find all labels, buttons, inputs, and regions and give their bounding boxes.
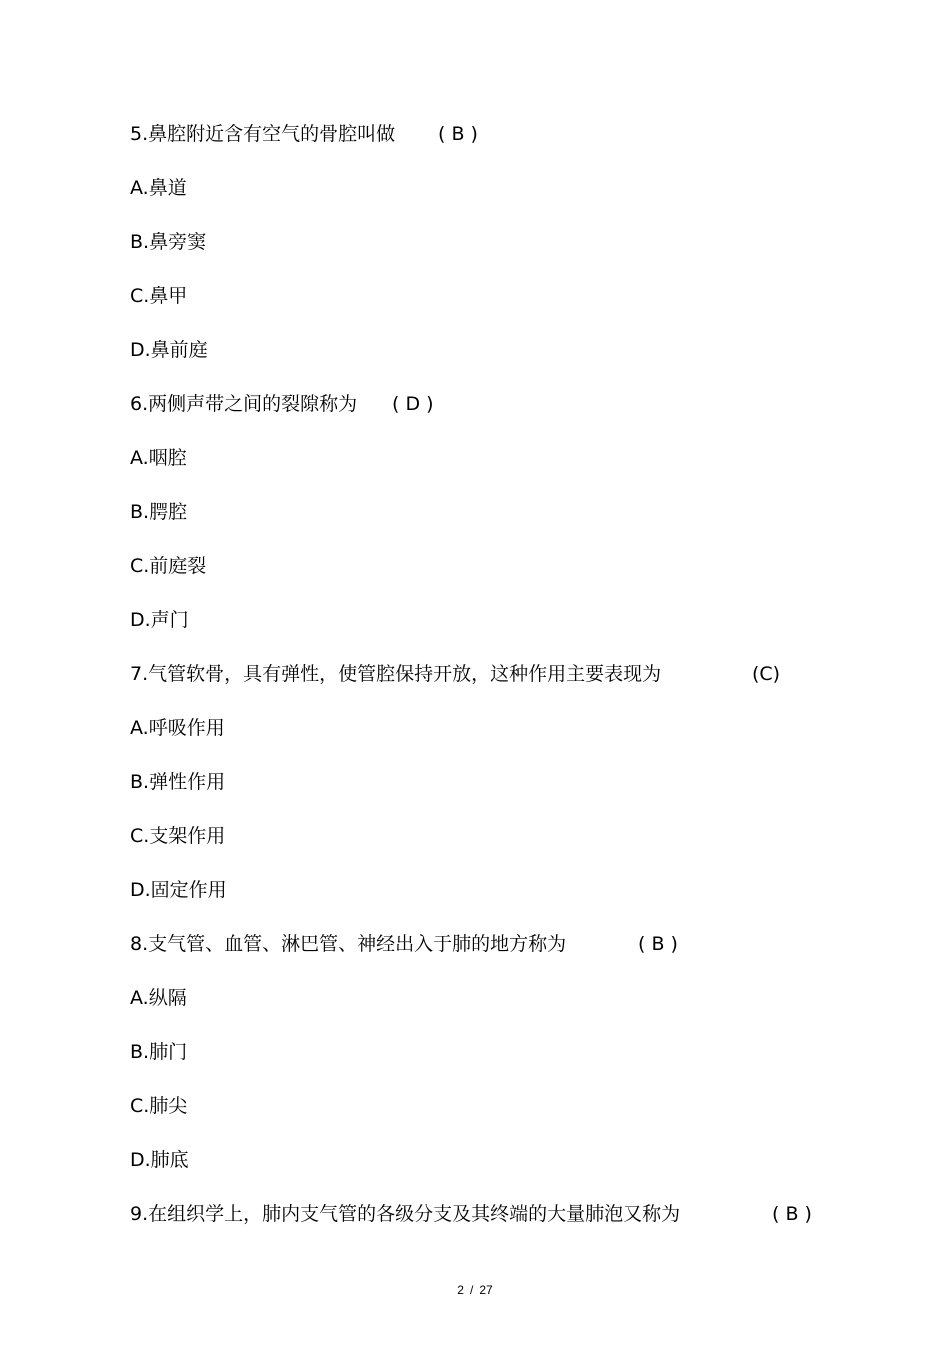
option: D.固定作用 [130, 879, 227, 901]
page-number-footer [0, 1283, 950, 1297]
question-answer: ( B ) [772, 1203, 812, 1225]
question-stem: 6.两侧声带之间的裂隙称为 [130, 393, 358, 415]
option: C.肺尖 [130, 1095, 188, 1117]
option: C.支架作用 [130, 825, 226, 847]
question-answer: ( B ) [438, 123, 478, 145]
option: B.腭腔 [130, 501, 188, 523]
question-6-stem-line [130, 392, 434, 416]
question-5-stem-line [130, 122, 478, 146]
option: D.声门 [130, 609, 189, 631]
question-answer: ( D ) [392, 393, 434, 415]
option: D.肺底 [130, 1149, 189, 1171]
question-stem: 7.气管软骨，具有弹性，使管腔保持开放，这种作用主要表现为 [130, 663, 662, 685]
option: C.鼻甲 [130, 285, 188, 307]
option: A.呼吸作用 [130, 717, 225, 739]
option: D.鼻前庭 [130, 339, 208, 361]
page-separator: / [469, 1283, 474, 1297]
question-answer: ( B ) [638, 933, 678, 955]
option: B.肺门 [130, 1041, 188, 1063]
option: A.纵隔 [130, 987, 187, 1009]
question-7-stem-line [130, 662, 781, 686]
option: A.咽腔 [130, 447, 187, 469]
question-stem: 9.在组织学上，肺内支气管的各级分支及其终端的大量肺泡又称为 [130, 1203, 681, 1225]
question-answer: (C) [752, 663, 781, 685]
option: B.鼻旁窦 [130, 231, 207, 253]
question-9-stem-line [130, 1202, 812, 1226]
option: C.前庭裂 [130, 555, 207, 577]
option: B.弹性作用 [130, 771, 226, 793]
current-page: 2 [457, 1283, 464, 1297]
question-stem: 5.鼻腔附近含有空气的骨腔叫做 [130, 123, 396, 145]
question-8-stem-line [130, 932, 678, 956]
question-stem: 8.支气管、血管、淋巴管、神经出入于肺的地方称为 [130, 933, 567, 955]
total-pages: 27 [479, 1283, 493, 1297]
option: A.鼻道 [130, 177, 187, 199]
